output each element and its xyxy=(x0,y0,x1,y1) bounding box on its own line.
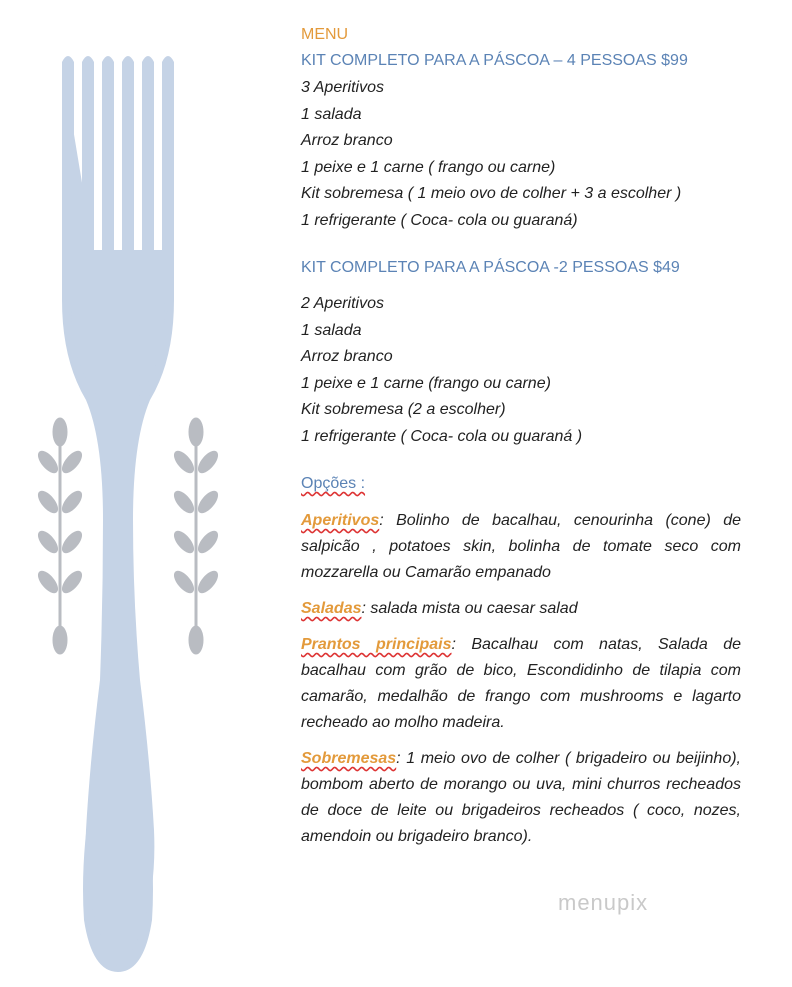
option-label: Prantos principais xyxy=(301,636,452,653)
kit2-title: KIT COMPLETO PARA A PÁSCOA -2 PESSOAS $49 xyxy=(301,259,680,276)
option-text: : 1 meio ovo de colher ( brigadeiro ou beijinho), bombom aberto de morango ou uva, mini churros recheados de doce de leite ou brigadeiros recheados ( coco, nozes, amendoin ou brigadeiro branco). xyxy=(301,750,741,845)
option-pratos xyxy=(301,632,741,736)
kit4-item: 1 peixe e 1 carne ( frango ou carne) xyxy=(301,159,556,176)
kit2-item: 1 peixe e 1 carne (frango ou carne) xyxy=(301,375,551,392)
kit2-item: Arroz branco xyxy=(301,348,393,365)
option-text: : salada mista ou caesar salad xyxy=(361,600,578,617)
options-heading: Opções : xyxy=(301,475,366,492)
kit4-item: Kit sobremesa ( 1 meio ovo de colher + 3 a escolher ) xyxy=(301,185,682,202)
option-text: : Bolinho de bacalhau, cenourinha (cone) de salpicão , potatoes skin, bolinha de tomate seco com mozzarella ou Camarão empanado xyxy=(301,512,741,581)
menu-heading: MENU xyxy=(301,26,349,43)
watermark: menupix xyxy=(558,890,649,915)
kit2-item: 2 Aperitivos xyxy=(301,295,384,312)
option-sobremesas xyxy=(301,746,741,850)
kit4-item: 1 refrigerante ( Coca- cola ou guaraná) xyxy=(301,212,578,229)
kit4-title: KIT COMPLETO PARA A PÁSCOA – 4 PESSOAS $99 xyxy=(301,52,688,69)
kit4-item: 1 salada xyxy=(301,106,362,123)
leaf-sprig-right xyxy=(171,418,221,654)
leaf-sprig-left xyxy=(35,418,85,654)
kit2-item: Kit sobremesa (2 a escolher) xyxy=(301,401,506,418)
option-label: Aperitivos xyxy=(301,512,380,529)
option-saladas xyxy=(301,596,741,622)
option-text: : Bacalhau com natas, Salada de bacalhau com grão de bico, Escondidinho de tilapia com camarão, medalhão de frango com mushrooms e lagarto recheado ao molho madeira. xyxy=(301,636,741,731)
kit4-item: Arroz branco xyxy=(301,132,393,149)
kit2-item: 1 refrigerante ( Coca- cola ou guaraná ) xyxy=(301,428,583,445)
kit4-item: 3 Aperitivos xyxy=(301,79,384,96)
option-aperitivos xyxy=(301,508,741,586)
option-label: Saladas xyxy=(301,600,362,617)
option-label: Sobremesas xyxy=(301,750,397,767)
kit2-item: 1 salada xyxy=(301,322,362,339)
